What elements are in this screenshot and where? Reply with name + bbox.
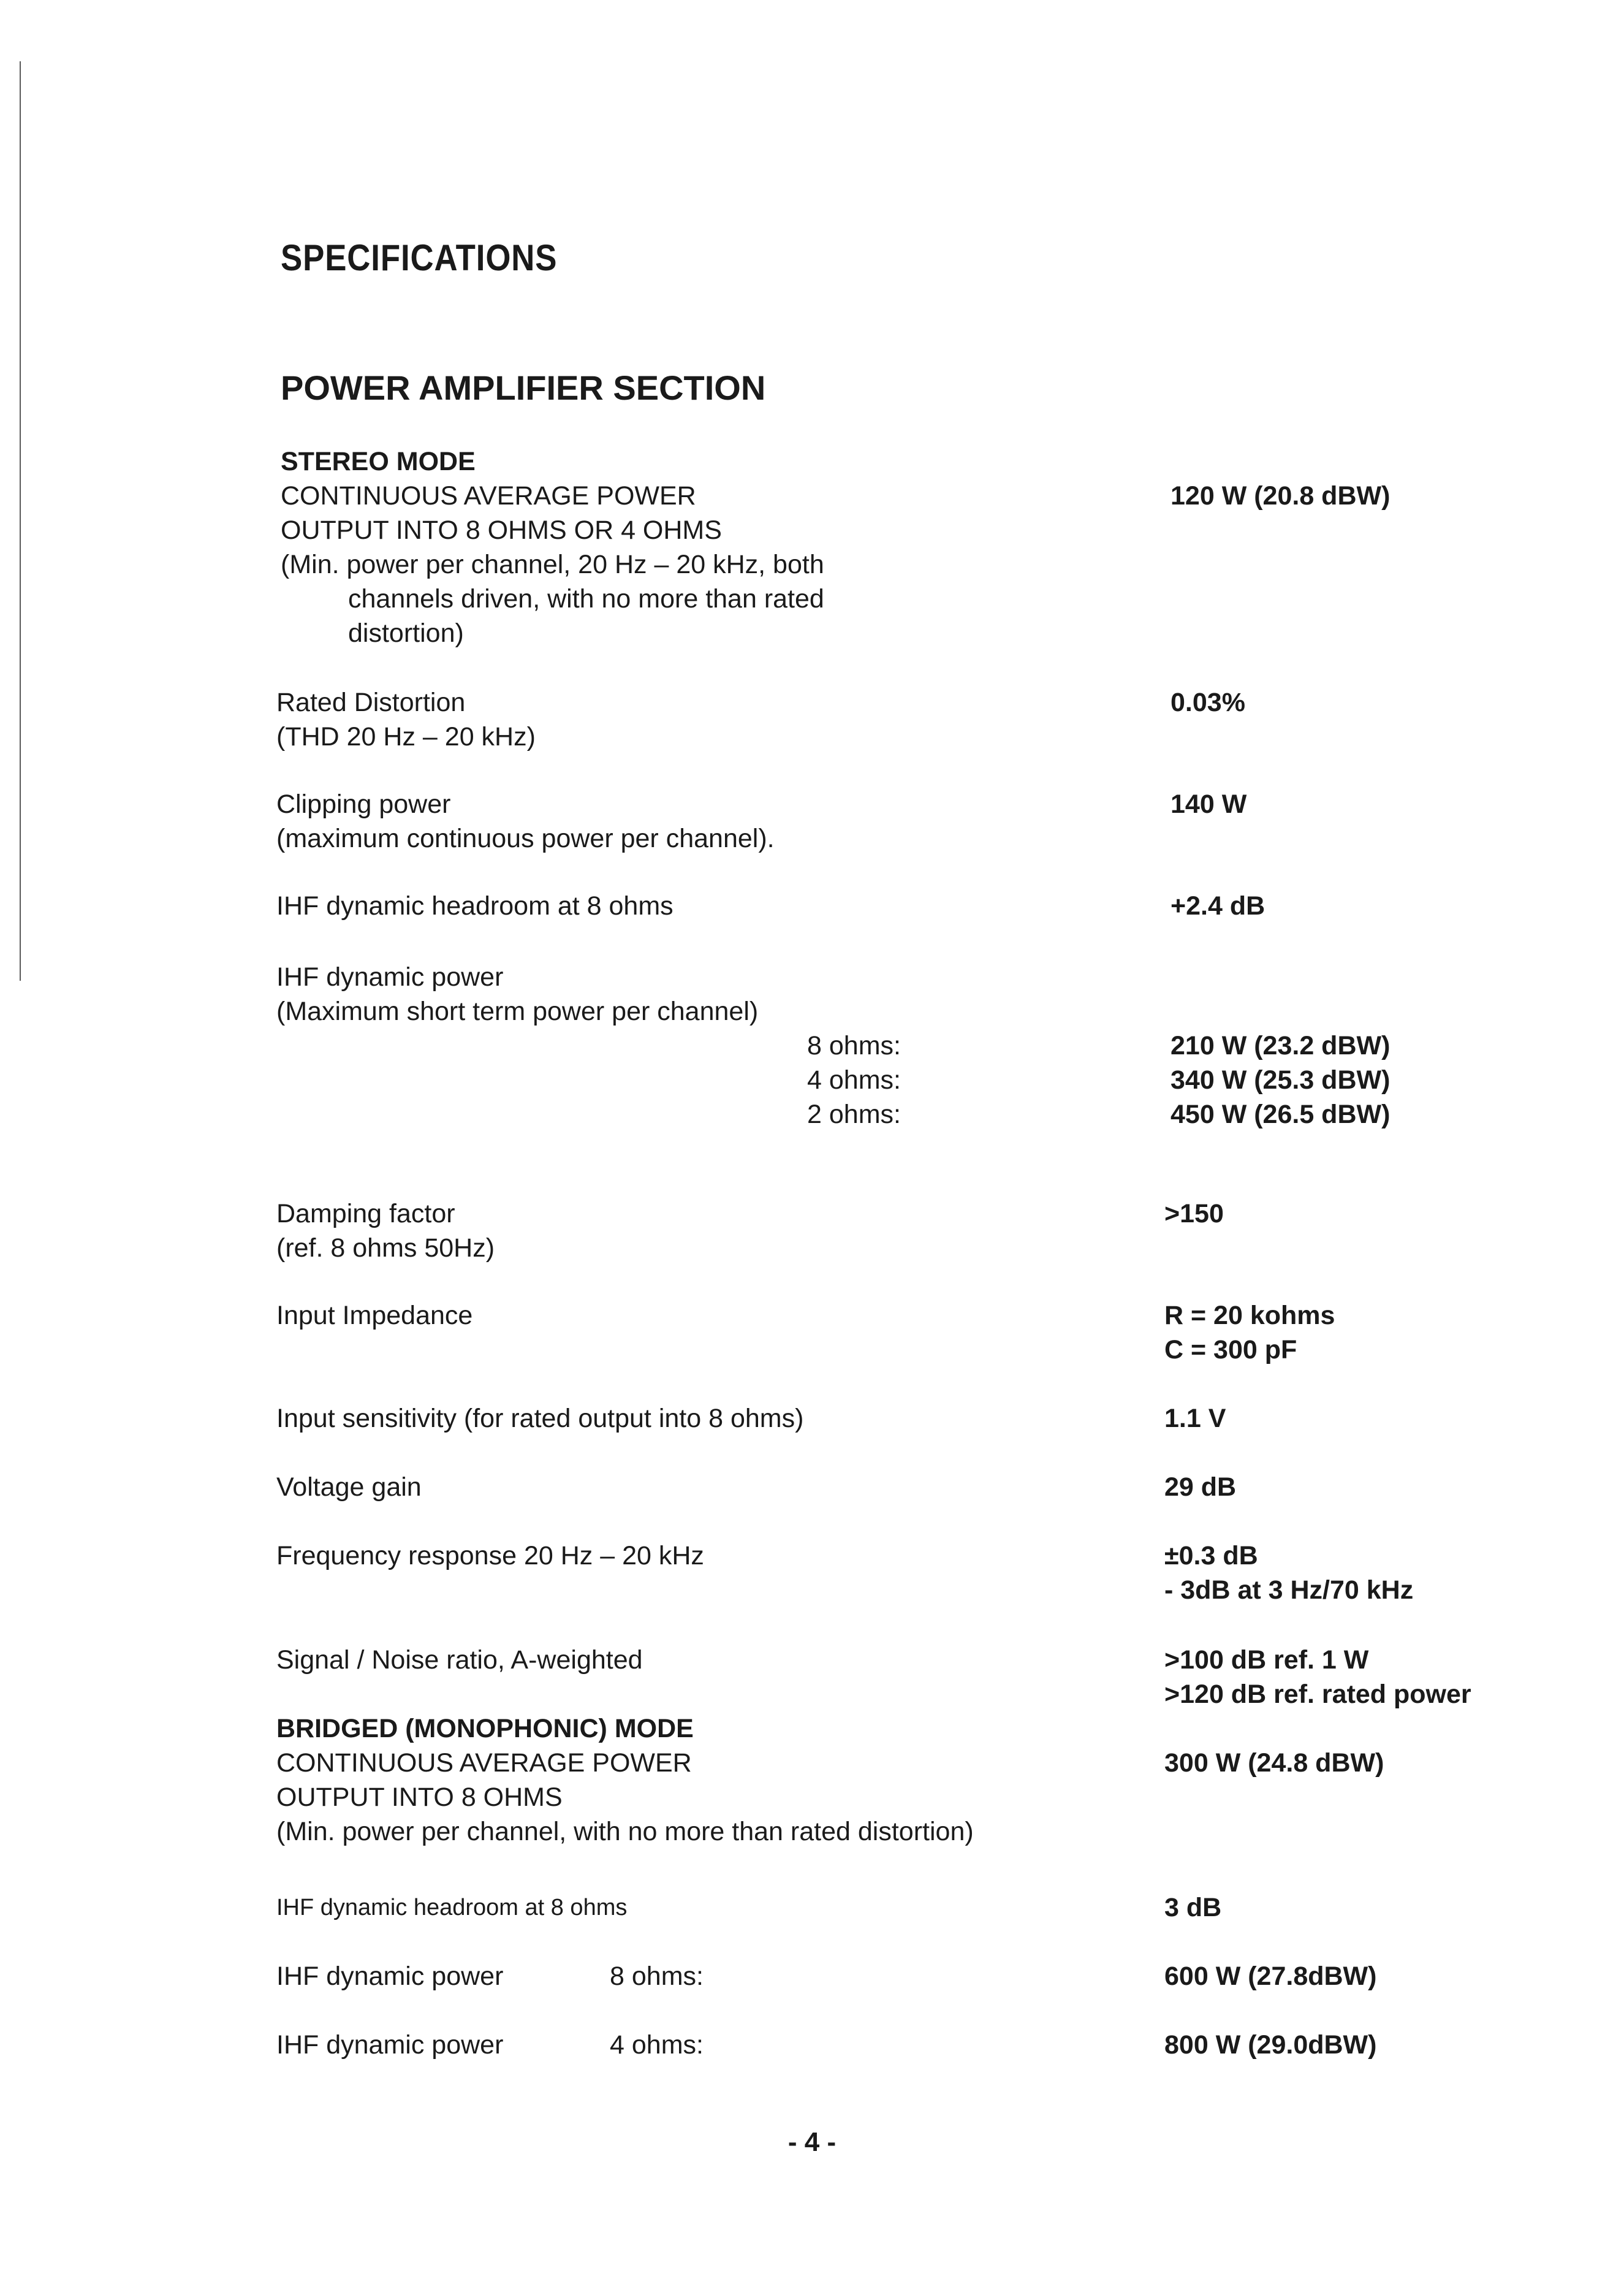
page-number: - 4 -: [787, 2127, 837, 2157]
spec-label-line: OUTPUT INTO 8 OHMS: [276, 1783, 563, 1812]
section-title: POWER AMPLIFIER SECTION: [281, 368, 766, 407]
spec-value: C = 300 pF: [1164, 1335, 1297, 1364]
spec-bridged-continuous: [276, 1711, 974, 1849]
load-label: 8 ohms:: [610, 1962, 704, 1991]
spec-label-line: OUTPUT INTO 8 OHMS OR 4 OHMS: [281, 516, 722, 545]
spec-label-line: Damping factor: [276, 1199, 455, 1228]
spec-bridged-ihf-headroom: IHF dynamic headroom at 8 ohms: [276, 1895, 628, 1920]
spec-value: >120 dB ref. rated power: [1164, 1680, 1471, 1709]
spec-label-line: (Maximum short term power per channel): [276, 997, 759, 1026]
spec-label-line: (Min. power per channel, 20 Hz – 20 kHz, both: [281, 550, 824, 579]
spec-value: >150: [1164, 1199, 1224, 1228]
spec-value: 29 dB: [1164, 1472, 1237, 1502]
load-label: 4 ohms:: [807, 1065, 901, 1095]
spec-rated-distortion: [276, 685, 536, 754]
spec-value: 3 dB: [1164, 1893, 1222, 1922]
spec-value: >100 dB ref. 1 W: [1164, 1645, 1369, 1675]
spec-label-line: (Min. power per channel, with no more than rated distortion): [276, 1817, 974, 1846]
spec-value: 0.03%: [1171, 688, 1245, 717]
snr-values: [1164, 1643, 1471, 1711]
spec-label-line: IHF dynamic power: [276, 962, 504, 992]
spec-label-line: Rated Distortion: [276, 688, 466, 717]
spec-frequency-response: Frequency response 20 Hz – 20 kHz: [276, 1541, 704, 1570]
spec-value: +2.4 dB: [1171, 891, 1265, 921]
spec-label-line: channels driven, with no more than rated: [348, 584, 824, 614]
spec-damping-factor: [276, 1197, 495, 1265]
spec-value: R = 20 kohms: [1164, 1301, 1335, 1330]
spec-bridged-ihf-power-4: IHF dynamic power: [276, 2030, 504, 2060]
ihf-load-list: [807, 1029, 901, 1132]
spec-label-line: (ref. 8 ohms 50Hz): [276, 1233, 495, 1263]
frequency-values: [1164, 1539, 1413, 1607]
spec-stereo-continuous: [281, 444, 824, 650]
load-label: 8 ohms:: [807, 1031, 901, 1060]
spec-value: 600 W (27.8dBW): [1164, 1962, 1377, 1991]
spec-value: 120 W (20.8 dBW): [1171, 481, 1391, 511]
stereo-mode-heading: STEREO MODE: [281, 447, 476, 476]
bridged-mode-heading: BRIDGED (MONOPHONIC) MODE: [276, 1714, 694, 1743]
spec-voltage-gain: Voltage gain: [276, 1472, 422, 1502]
spec-label-line: (maximum continuous power per channel).: [276, 824, 775, 853]
load-label: 2 ohms:: [807, 1100, 901, 1129]
spec-value: ±0.3 dB: [1164, 1541, 1258, 1570]
load-label: 4 ohms:: [610, 2030, 704, 2060]
page-margin-rule: [20, 61, 21, 981]
impedance-values: [1164, 1298, 1335, 1367]
spec-input-impedance: Input Impedance: [276, 1301, 473, 1330]
ihf-value-list: [1171, 1029, 1390, 1132]
spec-label-line: CONTINUOUS AVERAGE POWER: [281, 481, 696, 511]
spec-label-line: CONTINUOUS AVERAGE POWER: [276, 1748, 692, 1778]
spec-value: 1.1 V: [1164, 1404, 1226, 1433]
spec-value: 450 W (26.5 dBW): [1171, 1100, 1391, 1129]
spec-value: 210 W (23.2 dBW): [1171, 1031, 1391, 1060]
spec-ihf-headroom: IHF dynamic headroom at 8 ohms: [276, 891, 674, 921]
spec-label-line: Clipping power: [276, 790, 451, 819]
spec-value: 800 W (29.0dBW): [1164, 2030, 1377, 2060]
spec-label-line: distortion): [348, 618, 464, 648]
page-title: SPECIFICATIONS: [281, 237, 558, 278]
spec-value: - 3dB at 3 Hz/70 kHz: [1164, 1575, 1414, 1605]
spec-value: 140 W: [1171, 790, 1247, 819]
spec-label-line: (THD 20 Hz – 20 kHz): [276, 722, 536, 752]
spec-signal-noise: Signal / Noise ratio, A-weighted: [276, 1645, 643, 1675]
spec-clipping-power: [276, 787, 775, 856]
spec-ihf-dynamic-power: [276, 960, 758, 1029]
spec-bridged-ihf-power-8: IHF dynamic power: [276, 1962, 504, 1991]
spec-input-sensitivity: Input sensitivity (for rated output into 8 ohms): [276, 1404, 804, 1433]
spec-value: 340 W (25.3 dBW): [1171, 1065, 1391, 1095]
spec-value: 300 W (24.8 dBW): [1164, 1748, 1384, 1778]
